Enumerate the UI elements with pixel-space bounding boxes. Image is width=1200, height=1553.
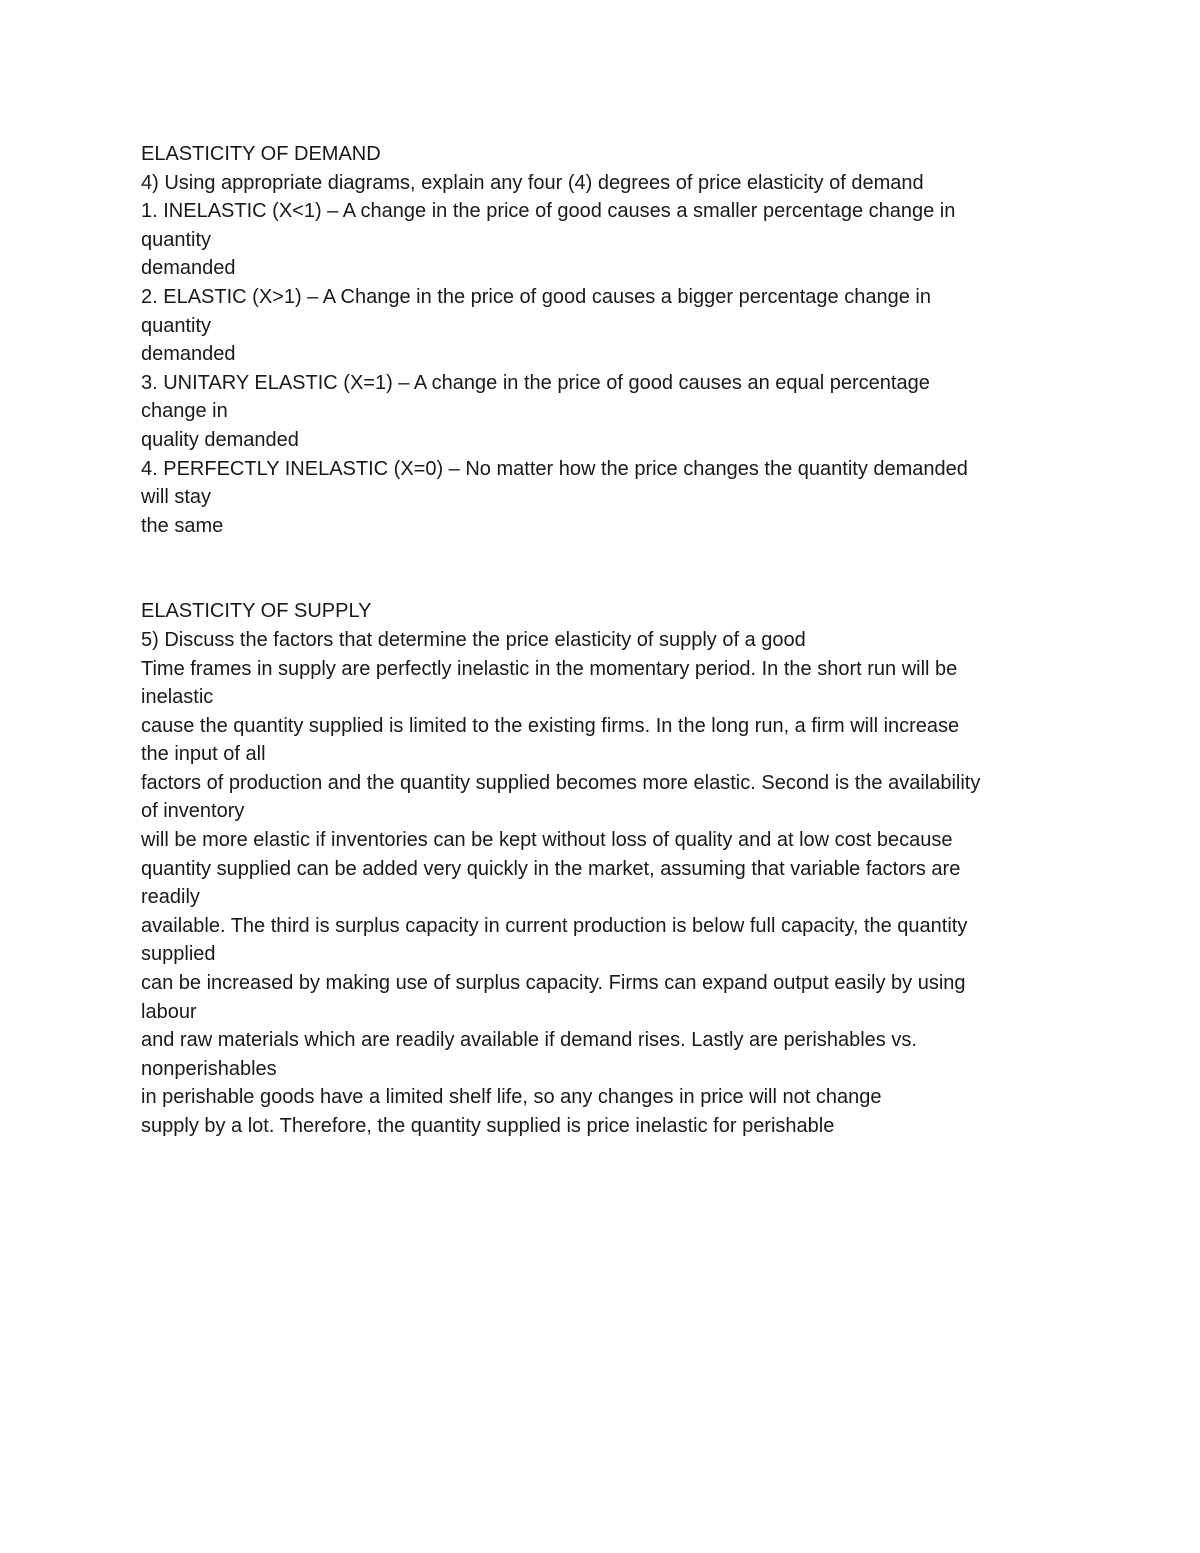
supply-heading: ELASTICITY OF SUPPLY — [141, 600, 372, 623]
demand-line: will stay — [141, 486, 212, 509]
supply-line: labour — [141, 1000, 197, 1023]
supply-line: can be increased by making use of surplus capacity. Firms can expand output easily by using — [141, 972, 966, 995]
supply-line: cause the quantity supplied is limited to the existing firms. In the long run, a firm will increase — [141, 714, 960, 737]
supply-question: 5) Discuss the factors that determine the price elasticity of supply of a good — [141, 628, 806, 651]
demand-heading: ELASTICITY OF DEMAND — [141, 143, 381, 165]
demand-line: quantity — [141, 228, 212, 251]
demand-line: 4. PERFECTLY INELASTIC (X=0) – No matter how the price changes the quantity demanded — [141, 457, 968, 480]
supply-line: Time frames in supply are perfectly inelastic in the momentary period. In the short run will be — [141, 657, 958, 680]
demand-line: quantity — [141, 314, 212, 337]
supply-line: supply by a lot. Therefore, the quantity supplied is price inelastic for perishable — [141, 1115, 835, 1137]
demand-line: 2. ELASTIC (X>1) – A Change in the price of good causes a bigger percentage change in — [141, 285, 931, 308]
section-spacer — [141, 540, 1061, 597]
supply-line: the input of all — [141, 743, 266, 766]
demand-question: 4) Using appropriate diagrams, explain any four (4) degrees of price elasticity of demand — [141, 171, 924, 194]
demand-line: quality demanded — [141, 428, 299, 451]
supply-line: will be more elastic if inventories can be kept without loss of quality and at low cost because — [141, 829, 953, 852]
demand-line: demanded — [141, 343, 236, 366]
supply-line: readily — [141, 886, 200, 909]
supply-line: of inventory — [141, 800, 245, 823]
demand-line: 3. UNITARY ELASTIC (X=1) – A change in the price of good causes an equal percentage — [141, 371, 930, 394]
supply-line: quantity supplied can be added very quickly in the market, assuming that variable factors are — [141, 857, 961, 880]
demand-line: the same — [141, 514, 224, 537]
demand-line: 1. INELASTIC (X<1) – A change in the price of good causes a smaller percentage change in — [141, 200, 956, 223]
document-body — [141, 140, 1061, 1141]
supply-line: inelastic — [141, 686, 214, 709]
demand-line: demanded — [141, 257, 236, 280]
supply-line: in perishable goods have a limited shelf life, so any changes in price will not change — [141, 1086, 882, 1109]
supply-line: supplied — [141, 943, 216, 966]
supply-line: factors of production and the quantity supplied becomes more elastic. Second is the availability — [141, 771, 981, 794]
demand-line: change in — [141, 400, 228, 423]
supply-line: nonperishables — [141, 1057, 277, 1080]
supply-line: available. The third is surplus capacity in current production is below full capacity, the quantity — [141, 914, 968, 937]
supply-line: and raw materials which are readily available if demand rises. Lastly are perishables vs. — [141, 1029, 917, 1052]
